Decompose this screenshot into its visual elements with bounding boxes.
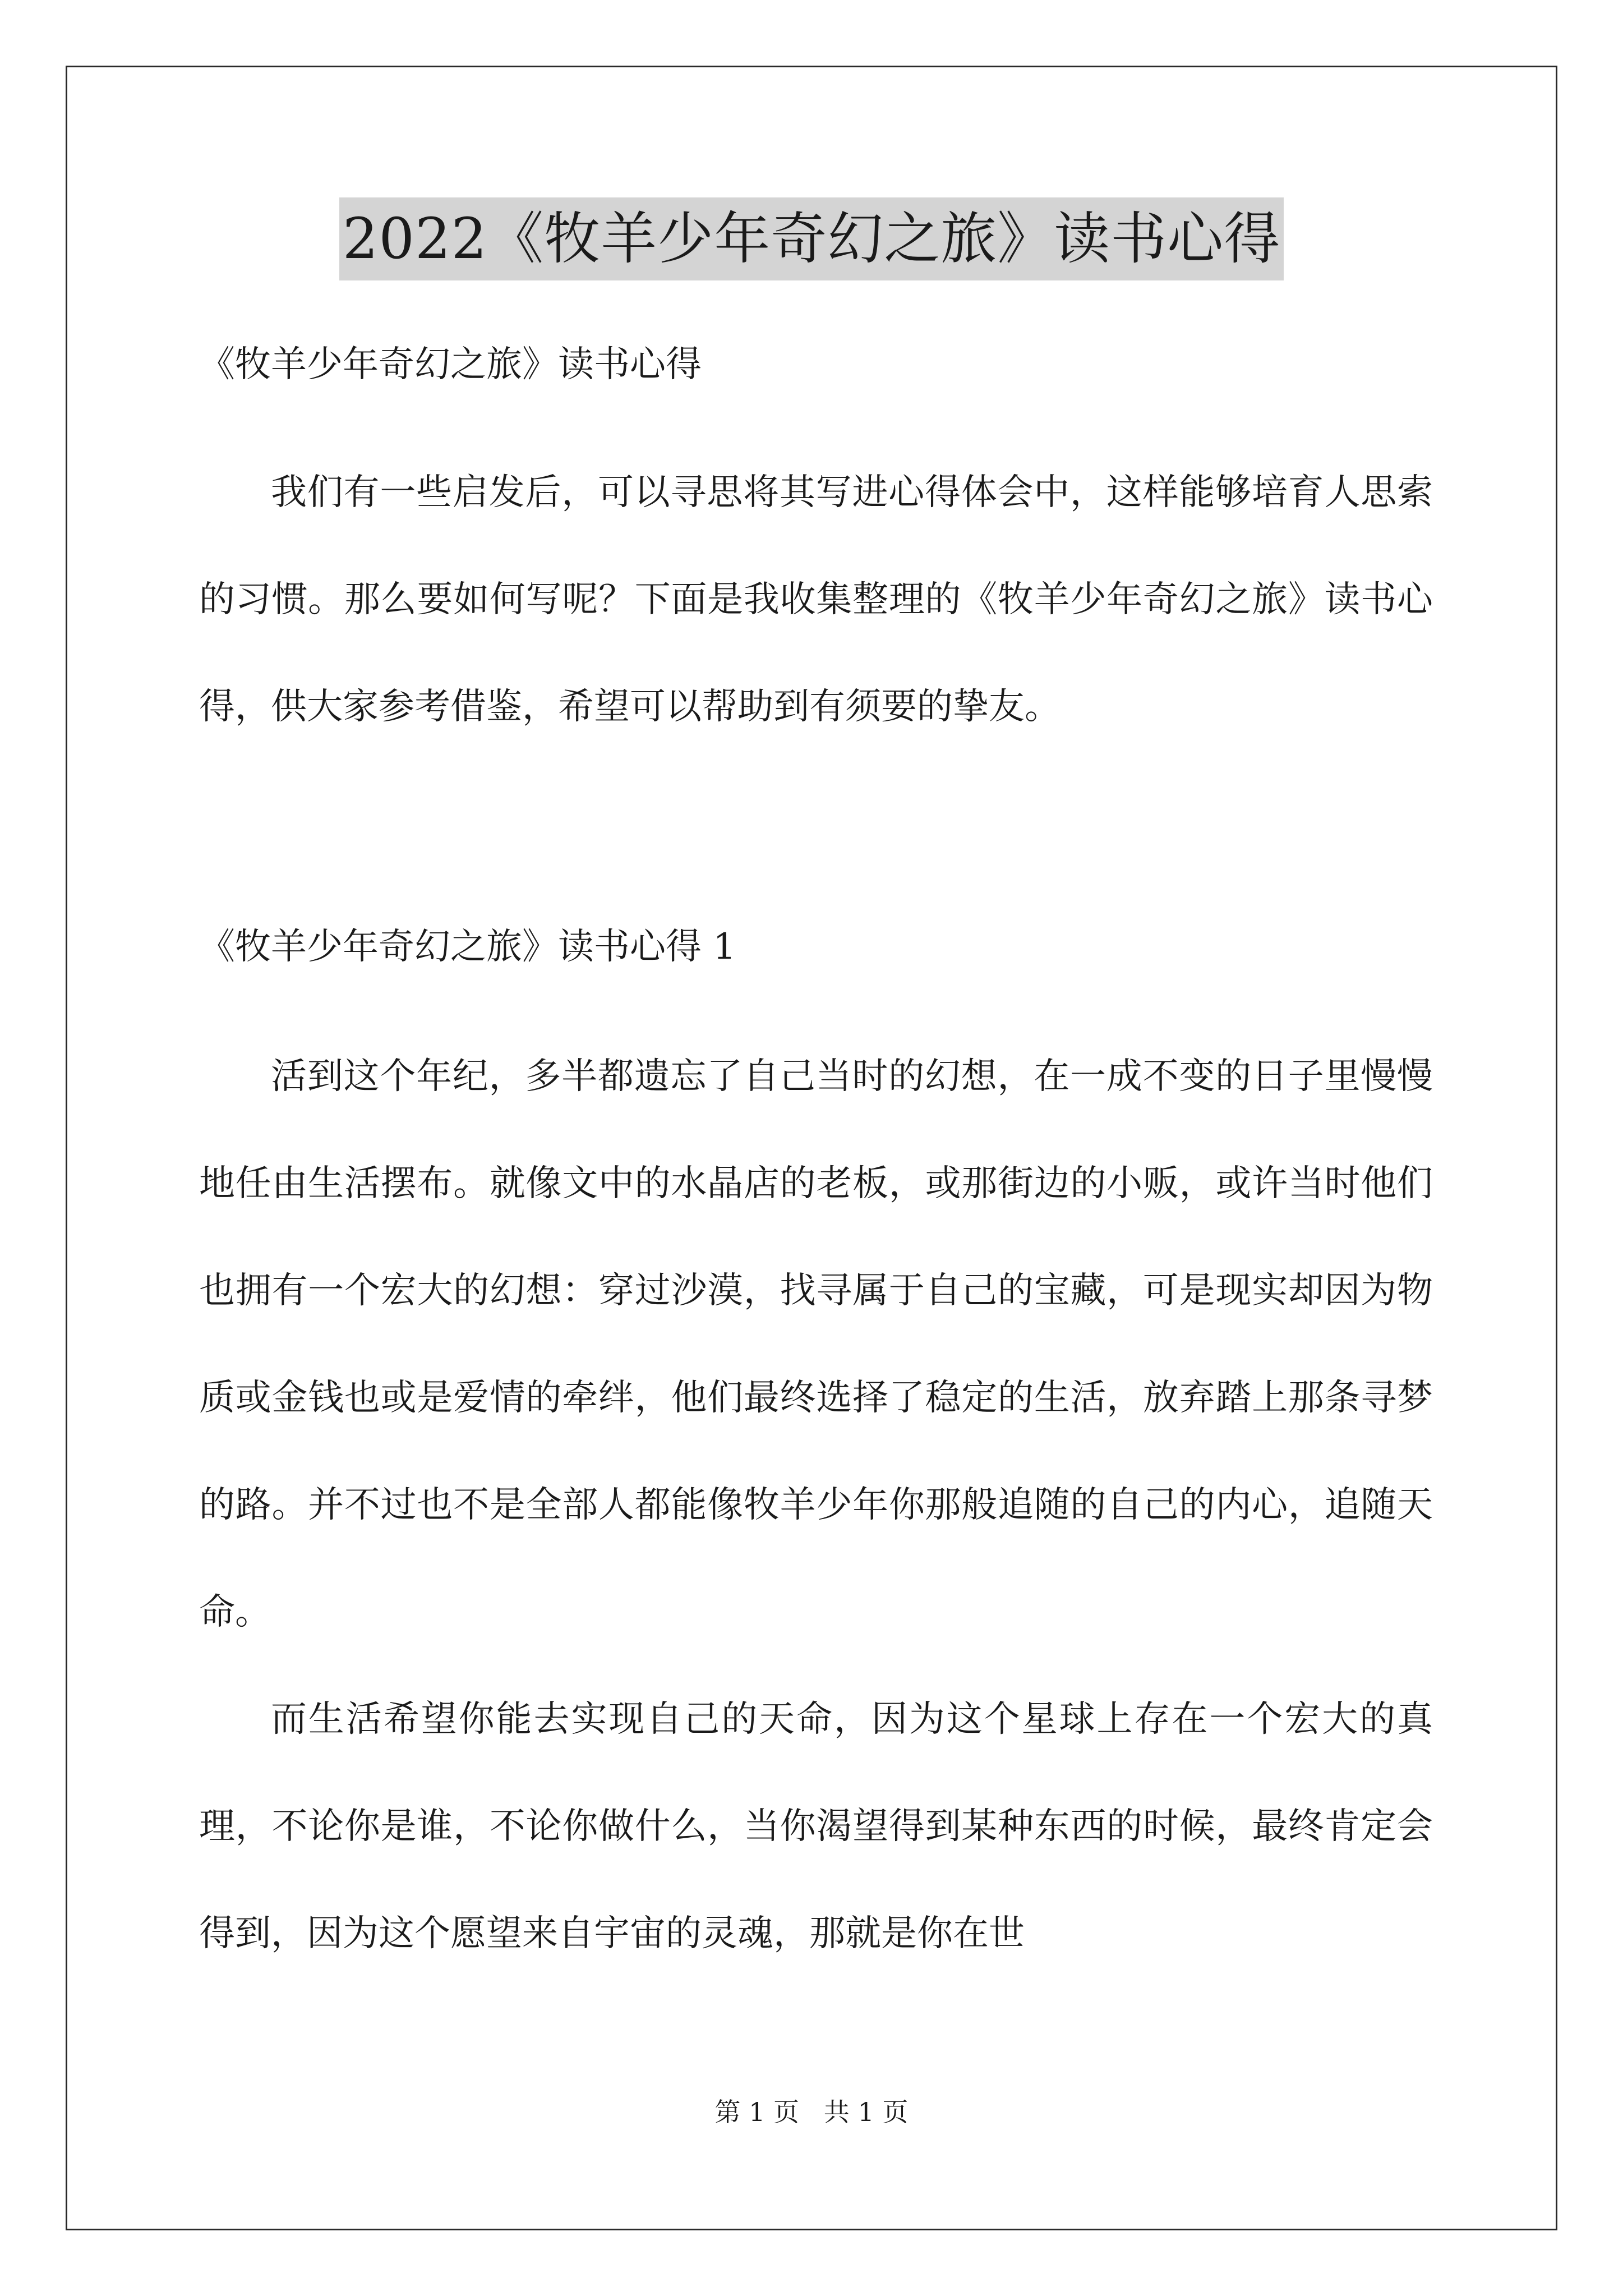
section-1-heading: 《牧羊少年奇幻之旅》读书心得 1	[199, 926, 736, 968]
page-footer: 第 1 页 共 1 页	[714, 2097, 909, 2127]
section-1-paragraph: 而生活希望你能去实现自己的天命，因为这个星球上存在一个宏大的真理，不论你是谁，不论你做什么，当你渴望得到某种东西的时候，最终肯定会得到，因为这个愿望来自宇宙的灵魂，那就是你在世	[199, 1699, 1433, 1954]
intro-heading: 《牧羊少年奇幻之旅》读书心得	[199, 344, 702, 385]
intro-paragraph: 我们有一些启发后，可以寻思将其写进心得体会中，这样能够培育人思索的习惯。那么要如何写呢？下面是我收集整理的《牧羊少年奇幻之旅》读书心得，供大家参考借鉴，希望可以帮助到有须要的挚友。	[199, 472, 1433, 728]
document-title: 2022《牧羊少年奇幻之旅》读书心得	[339, 197, 1284, 280]
document-body	[199, 337, 1433, 1987]
section-1-paragraph: 活到这个年纪，多半都遗忘了自己当时的幻想，在一成不变的日子里慢慢地任由生活摆布。就像文中的水晶店的老板，或那街边的小贩，或许当时他们也拥有一个宏大的幻想：穿过沙漠，找寻属于自己的宝藏，可是现实却因为物质或金钱也或是爱情的牵绊，他们最终选择了稳定的生活，放弃踏上那条寻梦的路。并不过也不是全部人都能像牧羊少年你那般追随的自己的内心，追随天命。	[199, 1056, 1433, 1633]
title-container	[0, 197, 1623, 280]
